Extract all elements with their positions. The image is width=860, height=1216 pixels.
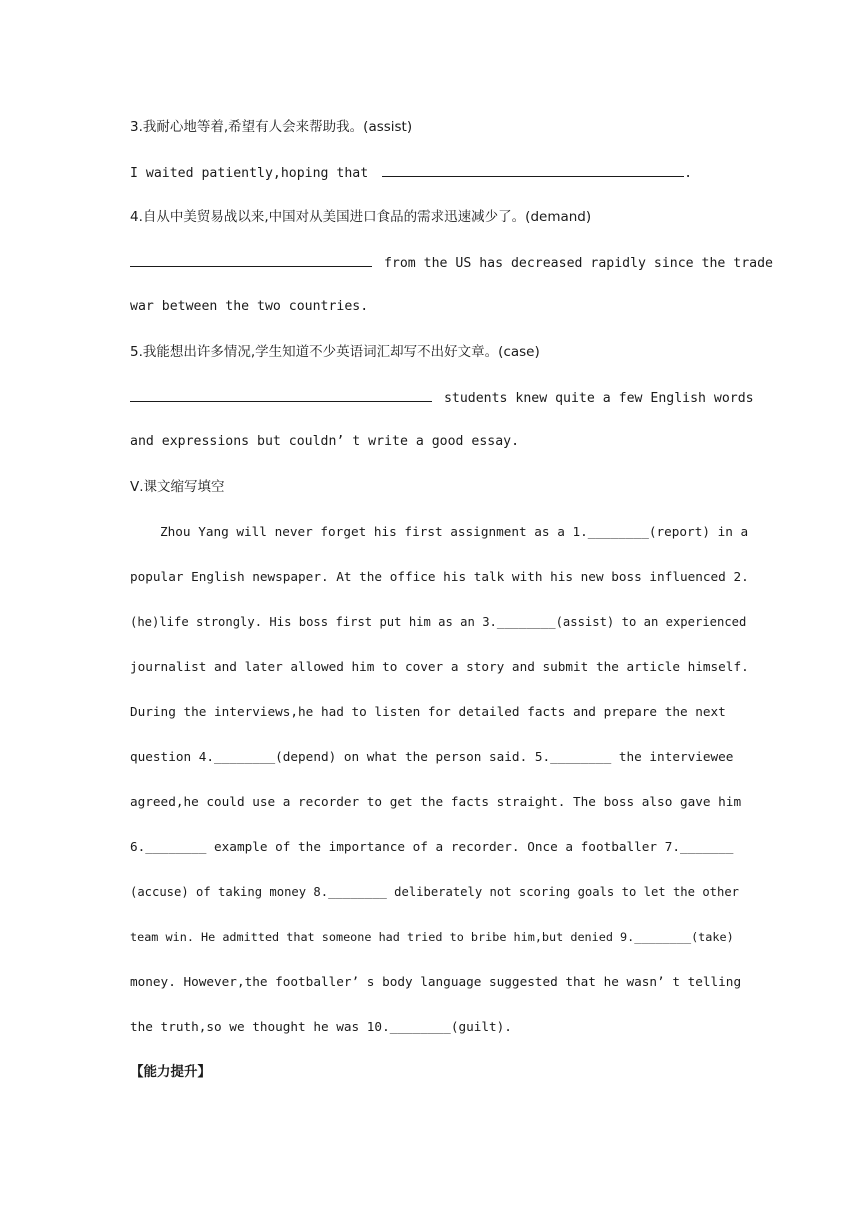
q3-english-start: I waited patiently,hoping that	[130, 166, 369, 181]
q3-english	[130, 162, 730, 184]
summary-line-1: Zhou Yang will never forget his first assignment as a 1.________(report) in a	[160, 524, 749, 539]
q3-english-end: .	[684, 166, 693, 181]
q5-english-line1	[130, 387, 754, 409]
q5-english-rest: students knew quite a few English words	[443, 391, 754, 406]
q5-chinese: 5.我能想出许多情况,学生知道不少英语词汇却写不出好文章。(case)	[130, 344, 540, 360]
summary-line-9: (accuse) of taking money 8.________ deliberately not scoring goals to let the other	[130, 885, 740, 899]
q4-answer-blank[interactable]	[130, 252, 372, 267]
q3-chinese: 3.我耐心地等着,希望有人会来帮助我。(assist)	[130, 119, 413, 135]
summary-line-10: team win. He admitted that someone had tried to bribe him,but denied 9.________(take)	[130, 930, 734, 944]
summary-line-4: journalist and later allowed him to cover a story and submit the article himself.	[130, 659, 749, 674]
section5-title: Ⅴ.课文缩写填空	[130, 479, 225, 495]
summary-line-12: the truth,so we thought he was 10.________(guilt).	[130, 1019, 512, 1034]
q3-answer-blank[interactable]	[382, 162, 684, 177]
q4-english-rest: from the US has decreased rapidly since the trade	[383, 256, 773, 271]
q5-answer-blank[interactable]	[130, 387, 432, 402]
q4-chinese: 4.自从中美贸易战以来,中国对从美国进口食品的需求迅速减少了。(demand)	[130, 209, 592, 225]
q4-english-line2: war between the two countries.	[130, 299, 369, 314]
summary-line-7: agreed,he could use a recorder to get the facts straight. The boss also gave him	[130, 794, 742, 809]
q5-english-line2: and expressions but couldn’ t write a good essay.	[130, 434, 520, 449]
summary-line-11: money. However,the footballer’ s body language suggested that he wasn’ t telling	[130, 974, 742, 989]
summary-line-2: popular English newspaper. At the office his talk with his new boss influenced 2.	[130, 569, 749, 584]
ability-title: 【能力提升】	[130, 1064, 211, 1080]
summary-line-6: question 4.________(depend) on what the person said. 5.________ the interviewee	[130, 749, 734, 764]
q4-english-line1	[130, 252, 773, 274]
summary-line-5: During the interviews,he had to listen for detailed facts and prepare the next	[130, 704, 726, 719]
summary-line-3: (he)life strongly. His boss first put him as an 3.________(assist) to an experienced	[130, 615, 747, 629]
summary-line-8: 6.________ example of the importance of a recorder. Once a footballer 7._______	[130, 839, 734, 854]
